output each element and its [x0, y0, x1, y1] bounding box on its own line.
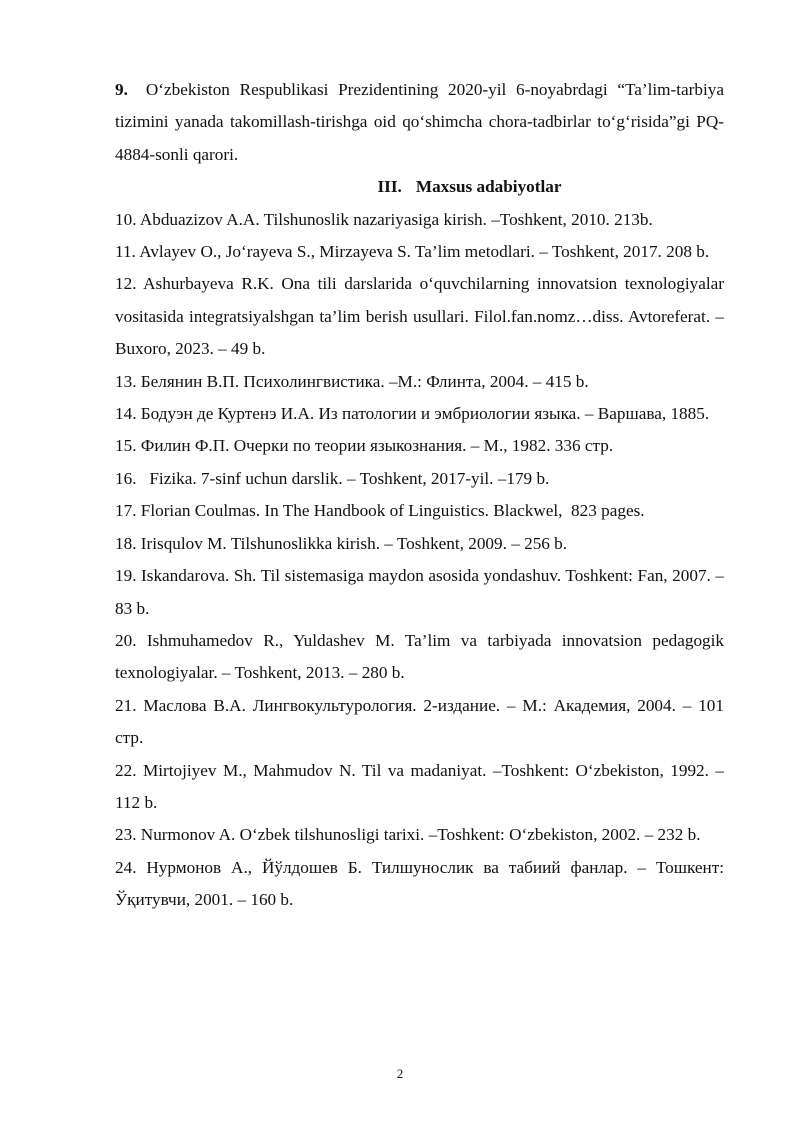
reference-entry-22: 22. Mirtojiyev M., Mahmudov N. Til va madaniyat. –Toshkent: O‘zbekiston, 1992. – 112 b.	[115, 760, 724, 812]
reference-entry-15: 15. Филин Ф.П. Очерки по теории языкознания. – М., 1982. 336 стр.	[115, 436, 614, 456]
section-heading	[115, 171, 724, 203]
reference-entry-11: 11. Avlayev O., Jo‘rayeva S., Mirzayeva S. Ta’lim metodlari. – Toshkent, 2017. 208 b.	[115, 242, 710, 262]
reference-entry-24: 24. Нурмонов А., Йўлдошев Б. Тилшунослик ва табиий фанлар. – Тошкент: Ўқитувчи, 2001. – 160 b.	[115, 857, 724, 910]
reference-entry-18: 18. Irisqulov M. Tilshunoslikka kirish. – Toshkent, 2009. – 256 b.	[115, 533, 568, 553]
reference-entry-20: 20. Ishmuhamedov R., Yuldashev M. Ta’lim va tarbiyada innovatsion pedagogik texnologiyalar. – Toshkent, 2013. – 280 b.	[115, 630, 724, 683]
reference-entry-21: 21. Маслова В.А. Лингвокультурология. 2-издание. – М.: Академия, 2004. – 101 стр.	[115, 695, 724, 748]
reference-entry-10: 10. Abduazizov A.A. Tilshunoslik nazariyasiga kirish. –Toshkent, 2010. 213b.	[115, 209, 653, 229]
reference-entry-13: 13. Белянин В.П. Психолингвистика. –М.: Флинта, 2004. – 415 b.	[115, 371, 589, 391]
document-page	[115, 74, 724, 917]
reference-entry-19: 19. Iskandarova. Sh. Til sistemasiga maydon asosida yondashuv. Toshkent: Fan, 2007. – 83 b.	[115, 566, 724, 618]
reference-text: O‘zbekiston Respublikasi Prezidentining 2020-yil 6-noyabrdagi “Ta’lim-tarbiya tizimini yanada takomillash-tirishga oid qo‘shimcha chora-tadbirlar to‘g‘risida”gi PQ-4884-sonli qarori.	[115, 80, 724, 164]
reference-number: 9.	[115, 80, 128, 99]
section-roman-numeral: III.	[377, 177, 402, 197]
reference-entry-16: 16. Fizika. 7-sinf uchun darslik. – Toshkent, 2017-yil. –179 b.	[115, 468, 550, 488]
reference-entry-17: 17. Florian Coulmas. In The Handbook of Linguistics. Blackwel, 823 pages.	[115, 501, 645, 521]
section-title: Maxsus adabiyotlar	[415, 177, 562, 197]
reference-entry-12: 12. Ashurbayeva R.K. Ona tili darslarida o‘quvchilarning innovatsion texnologiyalar vositasida integratsiyalshgan ta’lim berish usullari. Filol.fan.nomz…diss. Avtoreferat. – Buxoro, 2023. – 49 b.	[115, 274, 724, 359]
reference-entry-14: 14. Бодуэн де Куртенэ И.А. Из патологии и эмбриологии языка. – Варшава, 1885.	[115, 404, 710, 424]
reference-entry-23: 23. Nurmonov A. O‘zbek tilshunosligi tarixi. –Toshkent: O‘zbekiston, 2002. – 232 b.	[115, 825, 701, 845]
reference-entry-9	[115, 74, 724, 171]
page-number: 2	[396, 1066, 404, 1081]
